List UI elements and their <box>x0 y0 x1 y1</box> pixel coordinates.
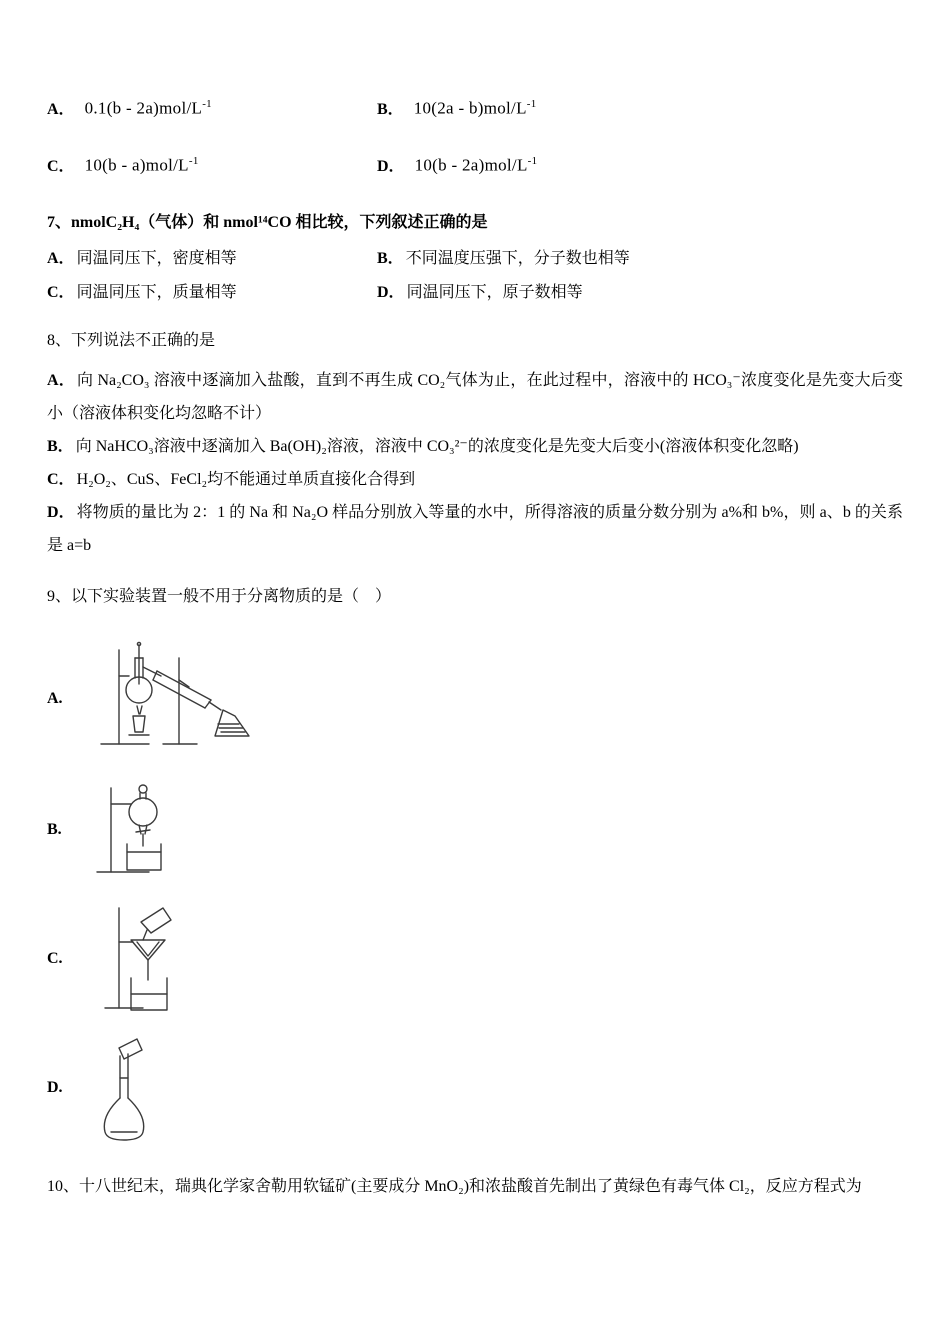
q7-option-d <box>377 280 903 306</box>
question-8 <box>47 328 903 562</box>
formula-exponent: -1 <box>188 155 199 168</box>
formula-option-c <box>47 153 377 176</box>
question-9 <box>47 584 903 1144</box>
option-letter: B． <box>377 101 404 118</box>
q9-option-b <box>47 774 903 886</box>
option-letter: C． <box>47 284 75 301</box>
option-letter: D． <box>377 158 405 175</box>
question-9-stem: 9、以下实验装置一般不用于分离物质的是（ ） <box>47 588 392 605</box>
option-letter: D． <box>47 504 75 521</box>
q8-option-b <box>47 430 903 463</box>
formula-body: 10(b - a)mol/L <box>84 156 189 175</box>
option-letter: D． <box>377 284 405 301</box>
formula-text <box>415 155 538 176</box>
option-letter: B． <box>47 438 74 455</box>
formula-exponent: -1 <box>202 98 212 111</box>
q8-option-a <box>47 364 903 430</box>
option-letter: B. <box>47 821 62 838</box>
top-formula-options <box>47 96 903 176</box>
question-7 <box>47 210 903 306</box>
formula-option-d <box>377 153 903 176</box>
separating-funnel-apparatus-icon <box>91 774 195 886</box>
question-7-options <box>47 246 903 306</box>
option-letter: D. <box>47 1079 63 1096</box>
q7-option-b <box>377 246 903 272</box>
q8-option-c <box>47 463 903 496</box>
option-letter: C． <box>47 158 75 175</box>
q9-option-d <box>47 1032 903 1144</box>
option-text: 向 NaHCO₃溶液中逐滴加入 Ba(OH)₂溶液，溶液中 CO₃²⁻的浓度变化是先变大后变小(溶液体积变化忽略) <box>75 438 799 455</box>
option-letter: A． <box>47 250 75 267</box>
formula-option-b <box>377 96 903 119</box>
option-letter: A. <box>47 690 63 707</box>
option-letter: C. <box>47 950 63 967</box>
question-10-stem: 10、十八世纪末，瑞典化学家舍勒用软锰矿(主要成分 MnO₂)和浓盐酸首先制出了黄绿色有毒气体 Cl₂，反应方程式为 <box>47 1178 862 1195</box>
option-letter: A． <box>47 372 75 389</box>
q7-option-a <box>47 246 377 272</box>
question-8-stem: 8、下列说法不正确的是 <box>47 332 216 349</box>
filtration-apparatus-icon <box>91 900 187 1018</box>
distillation-apparatus-icon <box>91 638 261 760</box>
formula-body: 10(b - 2a)mol/L <box>414 156 528 175</box>
q9-option-a <box>47 638 903 760</box>
option-letter: C． <box>47 471 75 488</box>
question-10 <box>47 1174 903 1200</box>
formula-text <box>85 98 212 119</box>
option-text: 将物质的量比为 2：1 的 Na 和 Na₂O 样品分别放入等量的水中，所得溶液的质量分数分别为 a%和 b%，则 a、b 的关系是 a=b <box>47 504 903 554</box>
option-text: H₂O₂、CuS、FeCl₂均不能通过单质直接化合得到 <box>76 471 416 488</box>
formula-body: 0.1(b - 2a)mol/L <box>84 99 203 118</box>
question-7-stem: 7、nmolC₂H₄（气体）和 nmol¹⁴CO 相比较，下列叙述正确的是 <box>47 214 488 231</box>
option-text: 同温同压下，原子数相等 <box>406 284 583 301</box>
formula-body: 10(2a - b)mol/L <box>413 99 527 118</box>
option-letter: B． <box>377 250 404 267</box>
volumetric-flask-icon <box>91 1032 163 1144</box>
formula-option-a <box>47 96 377 119</box>
formula-exponent: -1 <box>527 155 538 168</box>
formula-exponent: -1 <box>526 98 537 111</box>
option-text: 向 Na₂CO₃ 溶液中逐滴加入盐酸，直到不再生成 CO₂气体为止，在此过程中，溶液中的 HCO₃⁻浓度变化是先变大后变小（溶液体积变化均忽略不计） <box>47 372 903 422</box>
q7-option-c <box>47 280 377 306</box>
q8-option-d <box>47 496 903 562</box>
option-text: 同温同压下，密度相等 <box>76 250 237 267</box>
option-text: 不同温度压强下，分子数也相等 <box>405 250 630 267</box>
formula-text <box>414 98 537 119</box>
option-letter: A． <box>47 101 75 118</box>
q9-option-c <box>47 900 903 1018</box>
option-text: 同温同压下，质量相等 <box>76 284 237 301</box>
formula-text <box>85 155 199 176</box>
